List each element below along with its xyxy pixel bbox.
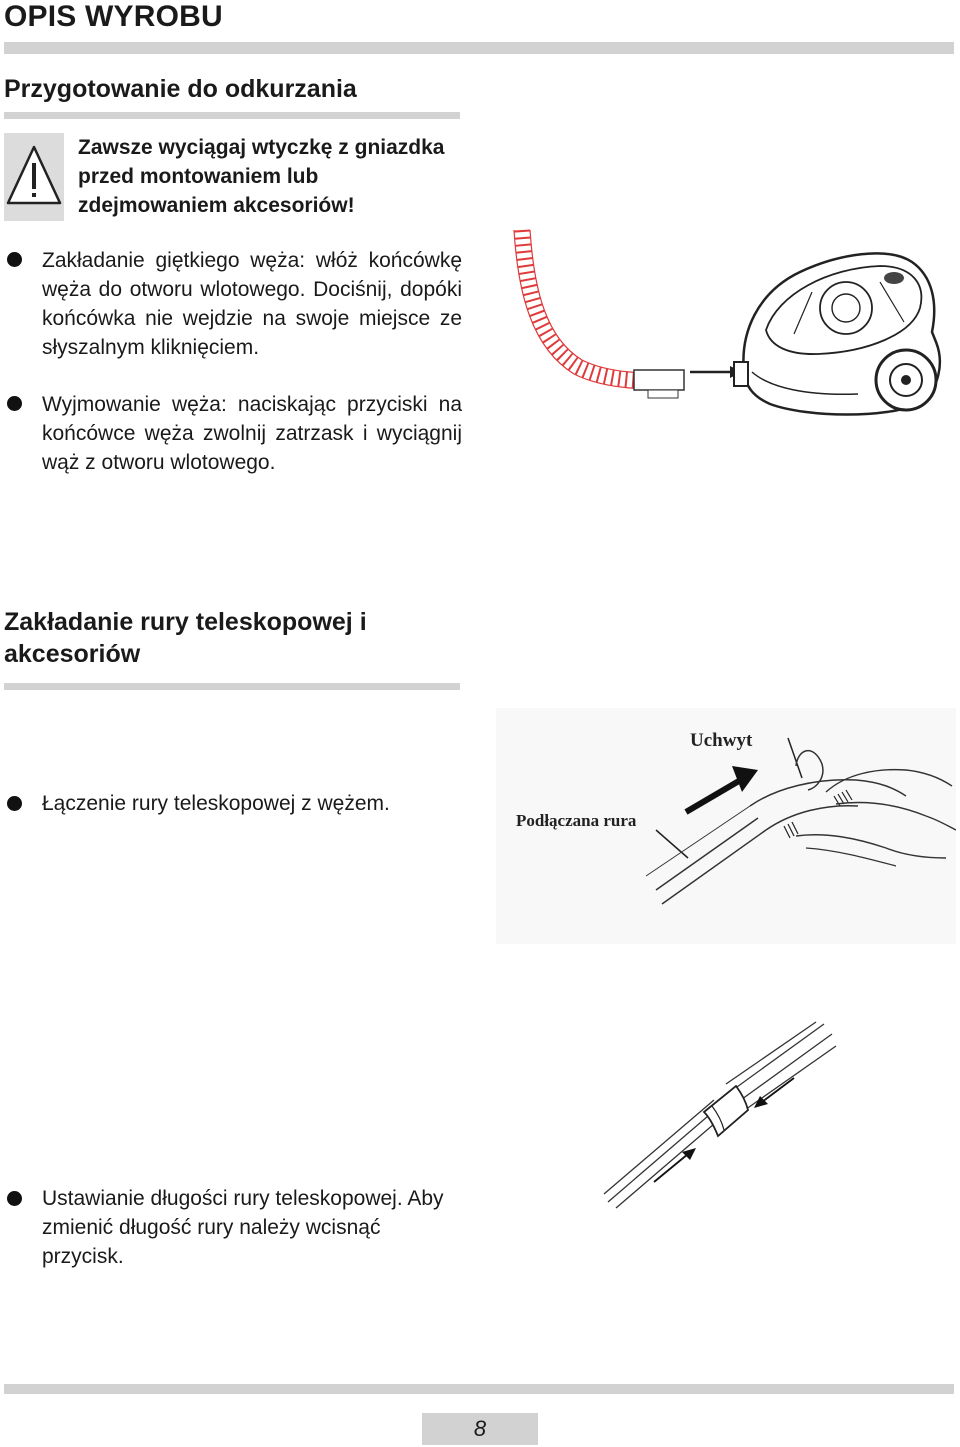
warning-box	[4, 133, 64, 221]
paragraph-adjust-length: Ustawianie długości rury teleskopowej. Aby zmienić długość rury należy wcisnąć przycisk.	[42, 1187, 444, 1268]
section-divider	[4, 683, 460, 690]
paragraph-hose-attach: Zakładanie giętkiego węża: włóż końcówkę węża do otworu wlotowego. Dociśnij, dopóki końcówka nie wejdzie na swoje miejsce ze słyszalnym kliknięciem.	[42, 249, 462, 359]
page-number: 8	[473, 1416, 487, 1441]
bullet-dot-icon	[7, 252, 22, 267]
pipe-connection-illustration	[496, 708, 956, 944]
bullet-dot-icon	[7, 1191, 22, 1206]
warning-triangle-icon	[4, 133, 64, 221]
section-divider	[4, 112, 460, 119]
section-title-preparation: Przygotowanie do odkurzania	[4, 75, 357, 103]
page-title: OPIS WYROBU	[4, 0, 223, 33]
label-connected-pipe: Podłączana rura	[516, 811, 637, 830]
vacuum-hose-illustration	[508, 222, 948, 422]
bullet-dot-icon	[7, 796, 22, 811]
label-handle: Uchwyt	[690, 730, 753, 751]
footer-divider	[4, 1384, 954, 1394]
section-title-telescopic: Zakładanie rury teleskopowej i akcesoriów	[4, 608, 367, 668]
paragraph-connect-pipe: Łączenie rury teleskopowej z wężem.	[42, 792, 390, 815]
bullet-dot-icon	[7, 396, 22, 411]
header-divider	[4, 42, 954, 54]
paragraph-hose-remove: Wyjmowanie węża: naciskając przyciski na końcówce węża zwolnij zatrzask i wyciągnij wąż z otworu wlotowego.	[42, 393, 462, 474]
telescopic-pipe-illustration	[600, 1020, 840, 1210]
warning-text: Zawsze wyciągaj wtyczkę z gniazdka przed montowaniem lub zdejmowaniem akcesoriów!	[78, 136, 445, 217]
